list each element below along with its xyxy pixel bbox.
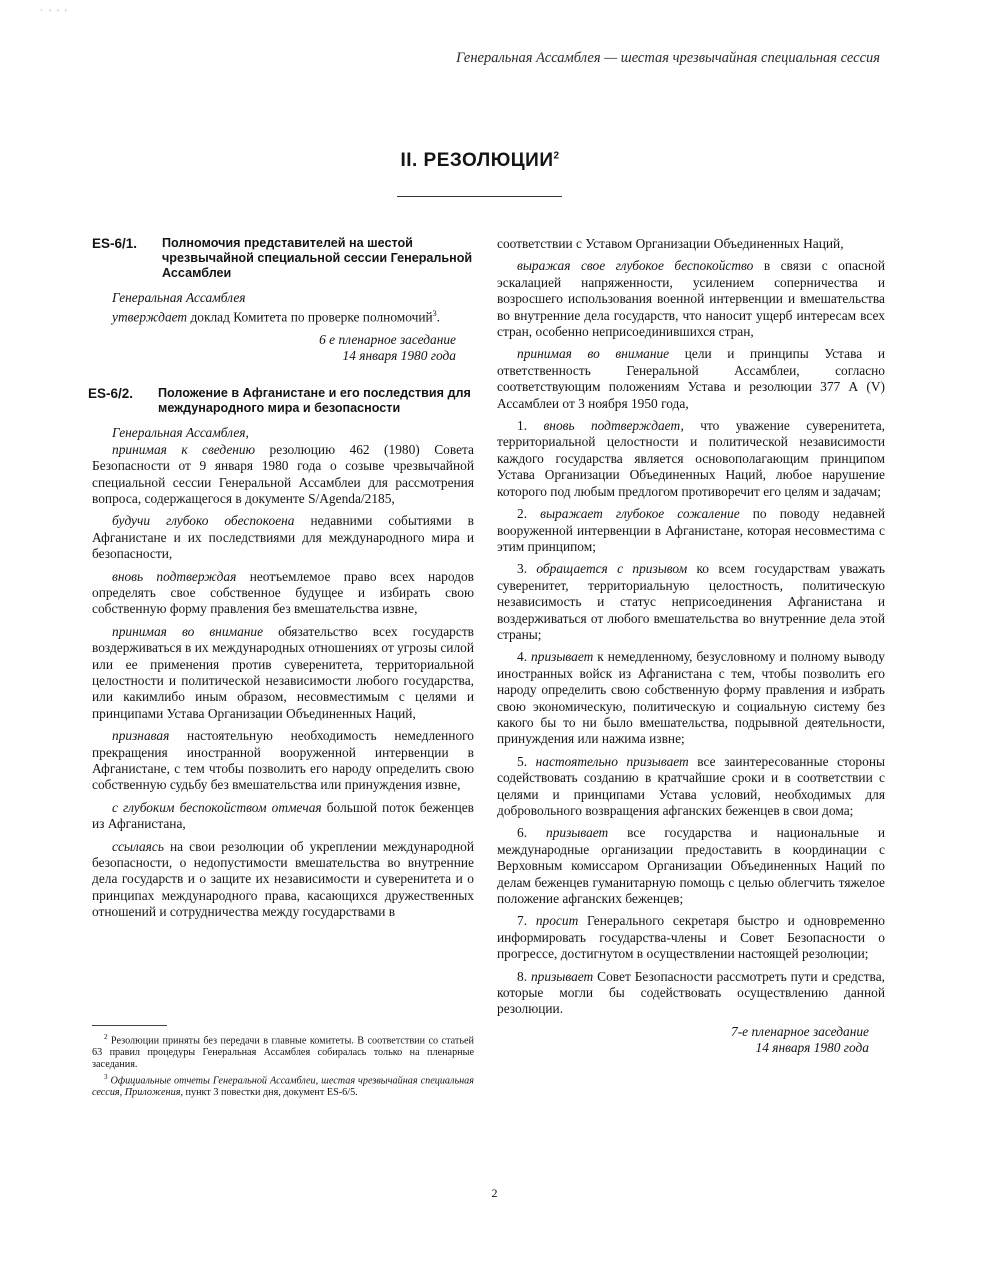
- footnote-rule: [92, 1025, 167, 1026]
- running-header: Генеральная Ассамблея — шестая чрезвычайная специальная сессия: [456, 50, 880, 66]
- preamble-paragraph: вновь подтверждая неотъемлемое право всех народов определять свое собственное будущее и избирать свою собственную форму правления без вмешательства извне,: [92, 568, 474, 617]
- operative-paragraph-1: 1. вновь подтверждает, что уважение суверенитета, территориальной целостности и политической независимости каждого государства является основополагающим принципом Устава Организации Объединенных Наций, любое нарушение которого под любым предлогом противоречит его целям и задачам;: [497, 418, 885, 499]
- footnote-ref-2: 2: [553, 150, 560, 162]
- right-column: [497, 236, 885, 1056]
- left-column: [88, 236, 474, 927]
- section-title-text: II. РЕЗОЛЮЦИИ: [400, 150, 554, 171]
- preamble-continuation: соответствии с Уставом Организации Объединенных Наций,: [497, 236, 844, 251]
- meeting-name: 7-е пленарное заседание: [731, 1023, 869, 1039]
- footnote-2: $^2$ Резолюции приняты без передачи в главные комитеты. В соответствии со статьей 63 правил процедуры Генеральная Ассамблея собиралась только на пленарные заседания.: [92, 1033, 474, 1070]
- preamble-paragraph: с глубоким беспокойством отмечая большой поток беженцев из Афганистана,: [92, 799, 474, 832]
- preamble-paragraph: принимая во внимание обязательство всех государств воздерживаться в их международных отношениях от угрозы силой или ее применения против суверенитета, территориальной целостности и политической независимости любого государства, или какимлибо иным образом, несовместимым с целями и принципами Устава Организации Объединенных Наций,: [92, 623, 474, 721]
- meeting-date: 14 января 1980 года: [755, 1039, 869, 1055]
- meeting-date: 14 января 1980 года: [342, 348, 456, 364]
- resolution-title: Полномочия представителей на шестой чрезвычайной специальной сессии Генеральной Ассамблеи: [162, 236, 473, 280]
- preamble-lead: Генеральная Ассамблея,: [112, 425, 249, 441]
- section-title: [0, 150, 960, 172]
- operative-paragraph-6: 6. призывает все государства и национальные и международные организации предоставить в координации с Верховным комиссаром Организации Объединенных Наций по делам беженцев гуманитарную помощь с целью облегчить тяжелое положение афганских беженцев;: [497, 825, 885, 907]
- preamble-paragraph: признавая настоятельную необходимость немедленного прекращения иностранной вооруженной интервенции в Афганистане, с тем чтобы позволить его народу определить свою собственную судьбу без вмешательства или принуждения извне,: [92, 728, 474, 793]
- operative-paragraph-3: 3. обращается с призывом ко всем государствам уважать суверенитет, территориальную целостность, политическую независимость и статус неприсоединения Афганистана и воздерживаться от любого вмешательства во внутренние дела этой страны;: [497, 561, 885, 642]
- operative-paragraph-7: 7. просит Генерального секретаря быстро и одновременно информировать государства-члены и Совет Безопасности о прогрессе, достигнутом в осуществлении настоящей резолюции;: [497, 913, 885, 962]
- operative-paragraph-2: 2. выражает глубокое сожаление по поводу недавней вооруженной интервенции в Афганистане, которая несовместима с этим принципом;: [497, 506, 885, 554]
- operative-paragraph-8: 8. призывает Совет Безопасности рассмотреть пути и средства, которые могли бы содействовать осуществлению данной резолюции.: [497, 968, 885, 1017]
- preamble-paragraph: принимая к сведению резолюцию 462 (1980) Совета Безопасности от 9 января 1980 года о созыве чрезвычайной специальной сессии Генеральной Ассамблеи для рассмотрения вопроса, содержащегося в документе S/Agenda/2185,: [92, 441, 474, 506]
- meeting-name: 6 е пленарное заседание: [319, 332, 456, 348]
- preamble-paragraph: ссылаясь на свои резолюции об укреплении международной безопасности, о недопустимости вмешательства во внутренние дела государств и о защите их независимости и суверенитета и о принципах международного права, касающихся дружественных отношений и сотрудничества между государствами в: [92, 838, 474, 920]
- preamble-paragraph: принимая во внимание цели и принципы Устава и ответственность Генеральной Ассамблеи, согласно соответствующим положениям Устава и резолюции 377 А (V) Ассамблеи от 3 ноября 1950 года,: [497, 346, 885, 411]
- operative-paragraph: утверждает доклад Комитета по проверке полномочий$^3$.: [112, 309, 441, 325]
- operative-paragraph-4: 4. призывает к немедленному, безусловному и полному выводу иностранных войск из Афганистана с тем, чтобы позволить его народу определить свою собственную форму правления и избрать свою экономическую, политическую и социальную систему без какого бы то ни было вмешательства, подрывной деятельности, принуждения или нажима извне;: [497, 649, 885, 747]
- meeting-stamp-res2: [497, 1024, 869, 1056]
- footnote-3: $^3$ Официальные отчеты Генеральной Ассамблеи, шестая чрезвычайная специальная сессия, Приложения, пункт 3 повестки дня, документ ES-6/5.: [92, 1073, 474, 1099]
- scan-corner-mark: ` ' ' ': [40, 8, 69, 18]
- preamble-lead: Генеральная Ассамблея: [112, 290, 246, 305]
- preamble-paragraph: будучи глубоко обеспокоена недавними событиями в Афганистане и их последствиями для международного мира и безопасности,: [92, 513, 474, 562]
- operative-paragraph-5: 5. настоятельно призывает все заинтересованные стороны содействовать созданию в кратчайшие сроки и в соответствии с целями и принципами Устава условий, необходимых для добровольного возвращения афганских беженцев в свои дома;: [497, 753, 885, 818]
- page-number: 2: [491, 1186, 498, 1200]
- footnotes: [92, 1025, 474, 1101]
- footnote-ref-3: 3: [432, 309, 437, 319]
- resolution-title: Положение в Афганистане и его последствия для международного мира и безопасности: [158, 386, 471, 416]
- resolution-number: ES-6/1.: [92, 236, 138, 251]
- preamble-paragraph: выражая свое глубокое беспокойство в связи с опасной эскалацией напряженности, усилением соперничества и возросшего использования военной интервенции и вмешательства во внутренние дела государств, что наносит ущерб интересам всех стран, особенно неприсоединившихся стран,: [497, 258, 885, 340]
- resolution-number: ES-6/2.: [88, 386, 134, 402]
- meeting-stamp-res1: [92, 332, 456, 364]
- resolution-heading-es-6-1: [92, 236, 474, 281]
- resolution-heading-es-6-2: [88, 386, 474, 416]
- title-divider: [397, 196, 562, 197]
